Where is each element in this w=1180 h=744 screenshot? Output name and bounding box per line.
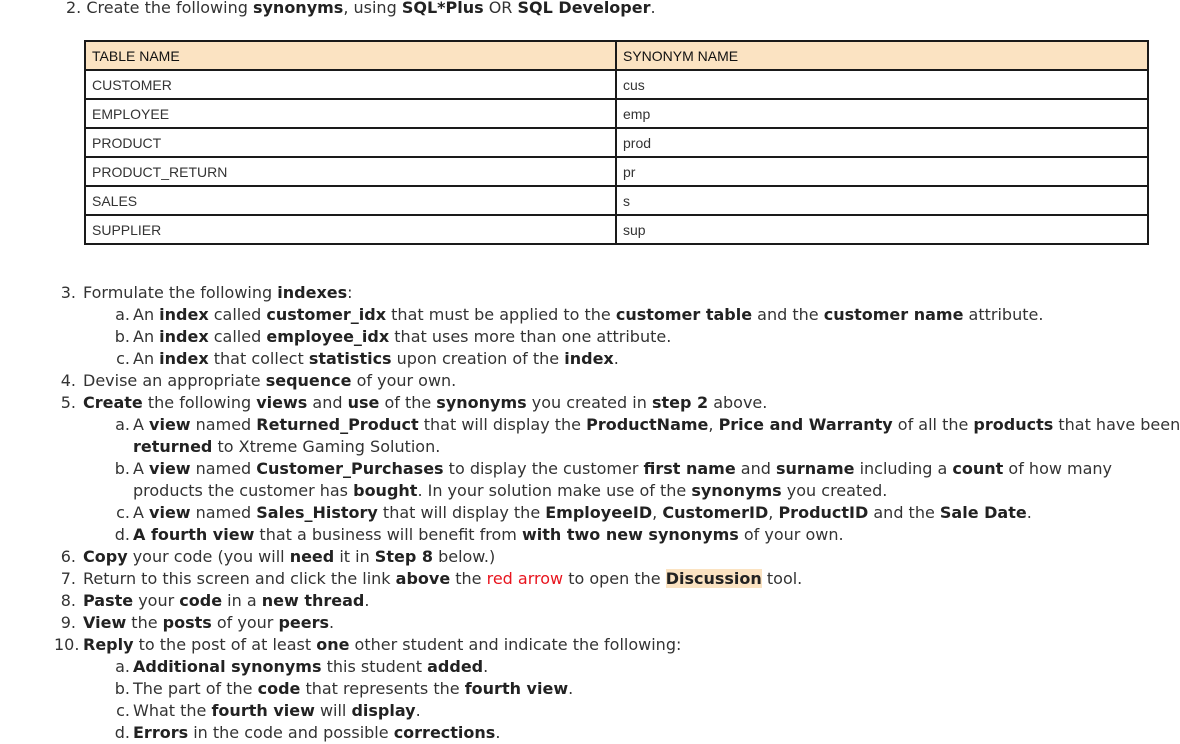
table-cell: cus <box>616 70 1148 99</box>
step-text: A fourth view that a business will benefit from with two new synonyms of your own. <box>133 525 844 544</box>
step-text: View the posts of your peers. <box>83 613 335 632</box>
step-number: a. <box>115 415 130 434</box>
step-number: b. <box>114 679 130 698</box>
step-number: 2. <box>66 0 82 17</box>
table-row <box>85 186 1148 215</box>
step-number: c. <box>116 701 130 720</box>
step-number: 5. <box>60 393 76 412</box>
step-text: Copy your code (you will need it in Step 8 below.) <box>83 547 496 566</box>
step-number: 6. <box>60 547 76 566</box>
header-table-name: TABLE NAME <box>85 41 616 70</box>
table-cell: PRODUCT <box>85 128 616 157</box>
table-cell: PRODUCT_RETURN <box>85 157 616 186</box>
header-synonym-name: SYNONYM NAME <box>616 41 1148 70</box>
step-text: Additional synonyms this student added. <box>133 657 489 676</box>
step-text: products the customer has bought. In your solution make use of the synonyms you created. <box>133 481 888 500</box>
table-row <box>85 70 1148 99</box>
table-cell: prod <box>616 128 1148 157</box>
table-header-row <box>85 41 1148 70</box>
table-cell: SALES <box>85 186 616 215</box>
synonym-table <box>84 40 1149 245</box>
step-text: The part of the code that represents the fourth view. <box>133 679 574 698</box>
step-text: Reply to the post of at least one other student and indicate the following: <box>83 635 682 654</box>
table-row <box>85 215 1148 244</box>
table-cell: SUPPLIER <box>85 215 616 244</box>
step-number: 3. <box>60 283 76 302</box>
table-cell: s <box>616 186 1148 215</box>
step-number: d. <box>114 525 130 544</box>
step-text: A view named Sales_History that will display the EmployeeID, CustomerID, ProductID and the Sale Date. <box>133 503 1032 522</box>
step-number: a. <box>115 657 130 676</box>
step-number: 10. <box>54 635 80 654</box>
step-text: An index called customer_idx that must be applied to the customer table and the customer name attribute. <box>133 305 1044 324</box>
step-text: Create the following views and use of the synonyms you created in step 2 above. <box>83 393 768 412</box>
step-text: A view named Returned_Product that will display the ProductName, Price and Warranty of all the products that have been <box>133 415 1180 434</box>
step-text: An index called employee_idx that uses more than one attribute. <box>133 327 672 346</box>
step-number: 9. <box>60 613 76 632</box>
red-arrow-text: red arrow <box>486 569 564 588</box>
step-text: returned to Xtreme Gaming Solution. <box>133 437 441 456</box>
step-number: a. <box>115 305 130 324</box>
table-cell: sup <box>616 215 1148 244</box>
step-text: An index that collect statistics upon creation of the index. <box>133 349 619 368</box>
table-cell: EMPLOYEE <box>85 99 616 128</box>
step-text: Return to this screen and click the link above the red arrow to open the Discussion tool. <box>83 569 803 588</box>
step-2-line: 2. Create the following synonyms, using SQL*Plus OR SQL Developer. <box>66 0 656 17</box>
step-text: Devise an appropriate sequence of your own. <box>83 371 457 390</box>
step-number: 8. <box>60 591 76 610</box>
step-text: What the fourth view will display. <box>133 701 421 720</box>
step-number: 7. <box>60 569 76 588</box>
table-cell: pr <box>616 157 1148 186</box>
step-number: d. <box>114 723 130 742</box>
step-number: c. <box>116 503 130 522</box>
step-text: Errors in the code and possible corrections. <box>133 723 501 742</box>
table-cell: emp <box>616 99 1148 128</box>
table-row <box>85 128 1148 157</box>
step-number: b. <box>114 327 130 346</box>
table-row <box>85 99 1148 128</box>
table-row <box>85 157 1148 186</box>
step-text: Formulate the following indexes: <box>83 283 353 302</box>
step-number: b. <box>114 459 130 478</box>
discussion-highlight: Discussion <box>665 569 762 588</box>
step-number: c. <box>116 349 130 368</box>
step-text: Paste your code in a new thread. <box>83 591 370 610</box>
step-number: 4. <box>60 371 76 390</box>
step-text: A view named Customer_Purchases to display the customer first name and surname including a count of how many <box>133 459 1113 478</box>
table-cell: CUSTOMER <box>85 70 616 99</box>
